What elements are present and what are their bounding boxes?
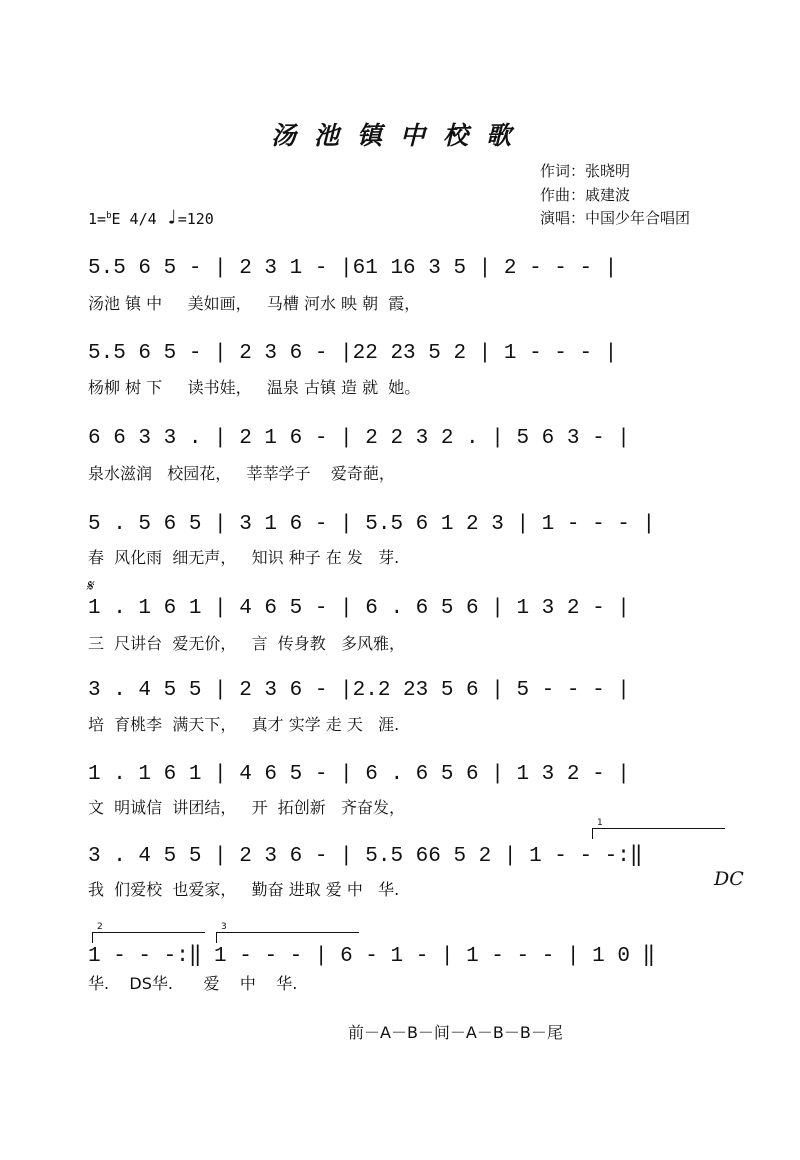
lyrics-row-4: 春 风化雨 细无声， 知识 种子 在 发 芽. <box>88 548 400 567</box>
notation-row-8: 3 . 4 5 5 | 2 3 6 - | 5.5 66 5 2 | 1 - - -:‖ <box>88 845 643 868</box>
lyrics-row-8: 我 们爱校 也爱家， 勤奋 进取 爱 中 华. <box>88 880 400 899</box>
notation-row-7: 1 . 1 6 1 | 4 6 5 - | 6 . 6 5 6 | 1 3 2 - | <box>88 763 630 786</box>
notation-row-6: 3 . 4 5 5 | 2 3 6 - |2.2 23 5 6 | 5 - - - | <box>88 679 630 702</box>
notation-row-5: 1 . 1 6 1 | 4 6 5 - | 6 . 6 5 6 | 1 3 2 - | <box>88 597 630 620</box>
composer-credit: 作曲：戚建波 <box>540 186 631 204</box>
song-title: 汤池镇中校歌 <box>270 121 529 150</box>
notation-row-3: 6 6 3 3 . | 2 1 6 - | 2 2 3 2 . | 5 6 3 - | <box>88 427 630 450</box>
quarter-note-icon: ♩ <box>165 205 178 229</box>
notation-row-4: 5 . 5 6 5 | 3 1 6 - | 5.5 6 1 2 3 | 1 - - - | <box>88 513 656 536</box>
volta-bracket-3: 3 <box>216 932 359 943</box>
lyrics-row-6: 培 育桃李 满天下， 真才 实学 走 天 涯. <box>88 715 400 734</box>
lyrics-row-5: 三 尺讲台 爱无价， 言 传身教 多风雅， <box>88 634 406 653</box>
notation-row-9: 1 - - -:‖ 1 - - - | 6 - 1 - | 1 - - - | 1 0 ‖ <box>88 945 656 968</box>
singer-credit: 演唱：中国少年合唱团 <box>540 209 691 227</box>
lyrics-row-7: 文 明诚信 讲团结， 开 拓创新 齐奋发， <box>88 798 406 817</box>
song-structure: 前－A－B－间－A－B－B－尾 <box>348 1023 563 1042</box>
lyrics-row-3: 泉水滋润 校园花， 莘莘学子 爱奇葩， <box>88 464 395 483</box>
volta-bracket-1: 1 <box>592 828 725 839</box>
segno-icon: 𝄋 <box>86 576 93 595</box>
notation-row-2: 5.5 6 5 - | 2 3 6 - |22 23 5 2 | 1 - - - | <box>88 342 618 365</box>
lyricist-credit: 作词：张晓明 <box>540 162 631 180</box>
da-capo-mark: DC <box>714 868 744 890</box>
lyrics-row-1: 汤池 镇 中 美如画， 马槽 河水 映 朝 霞， <box>88 294 421 313</box>
key-signature: 1=$^b$E 4/4 ♩=120 <box>88 205 214 229</box>
lyrics-row-9: 华. DS华. 爱 中 华. <box>88 974 298 993</box>
volta-bracket-2: 2 <box>92 932 205 943</box>
notation-row-1: 5.5 6 5 - | 2 3 1 - |61 16 3 5 | 2 - - - | <box>88 257 618 280</box>
lyrics-row-2: 杨柳 树 下 读书娃， 温泉 古镇 造 就 她。 <box>88 378 421 397</box>
